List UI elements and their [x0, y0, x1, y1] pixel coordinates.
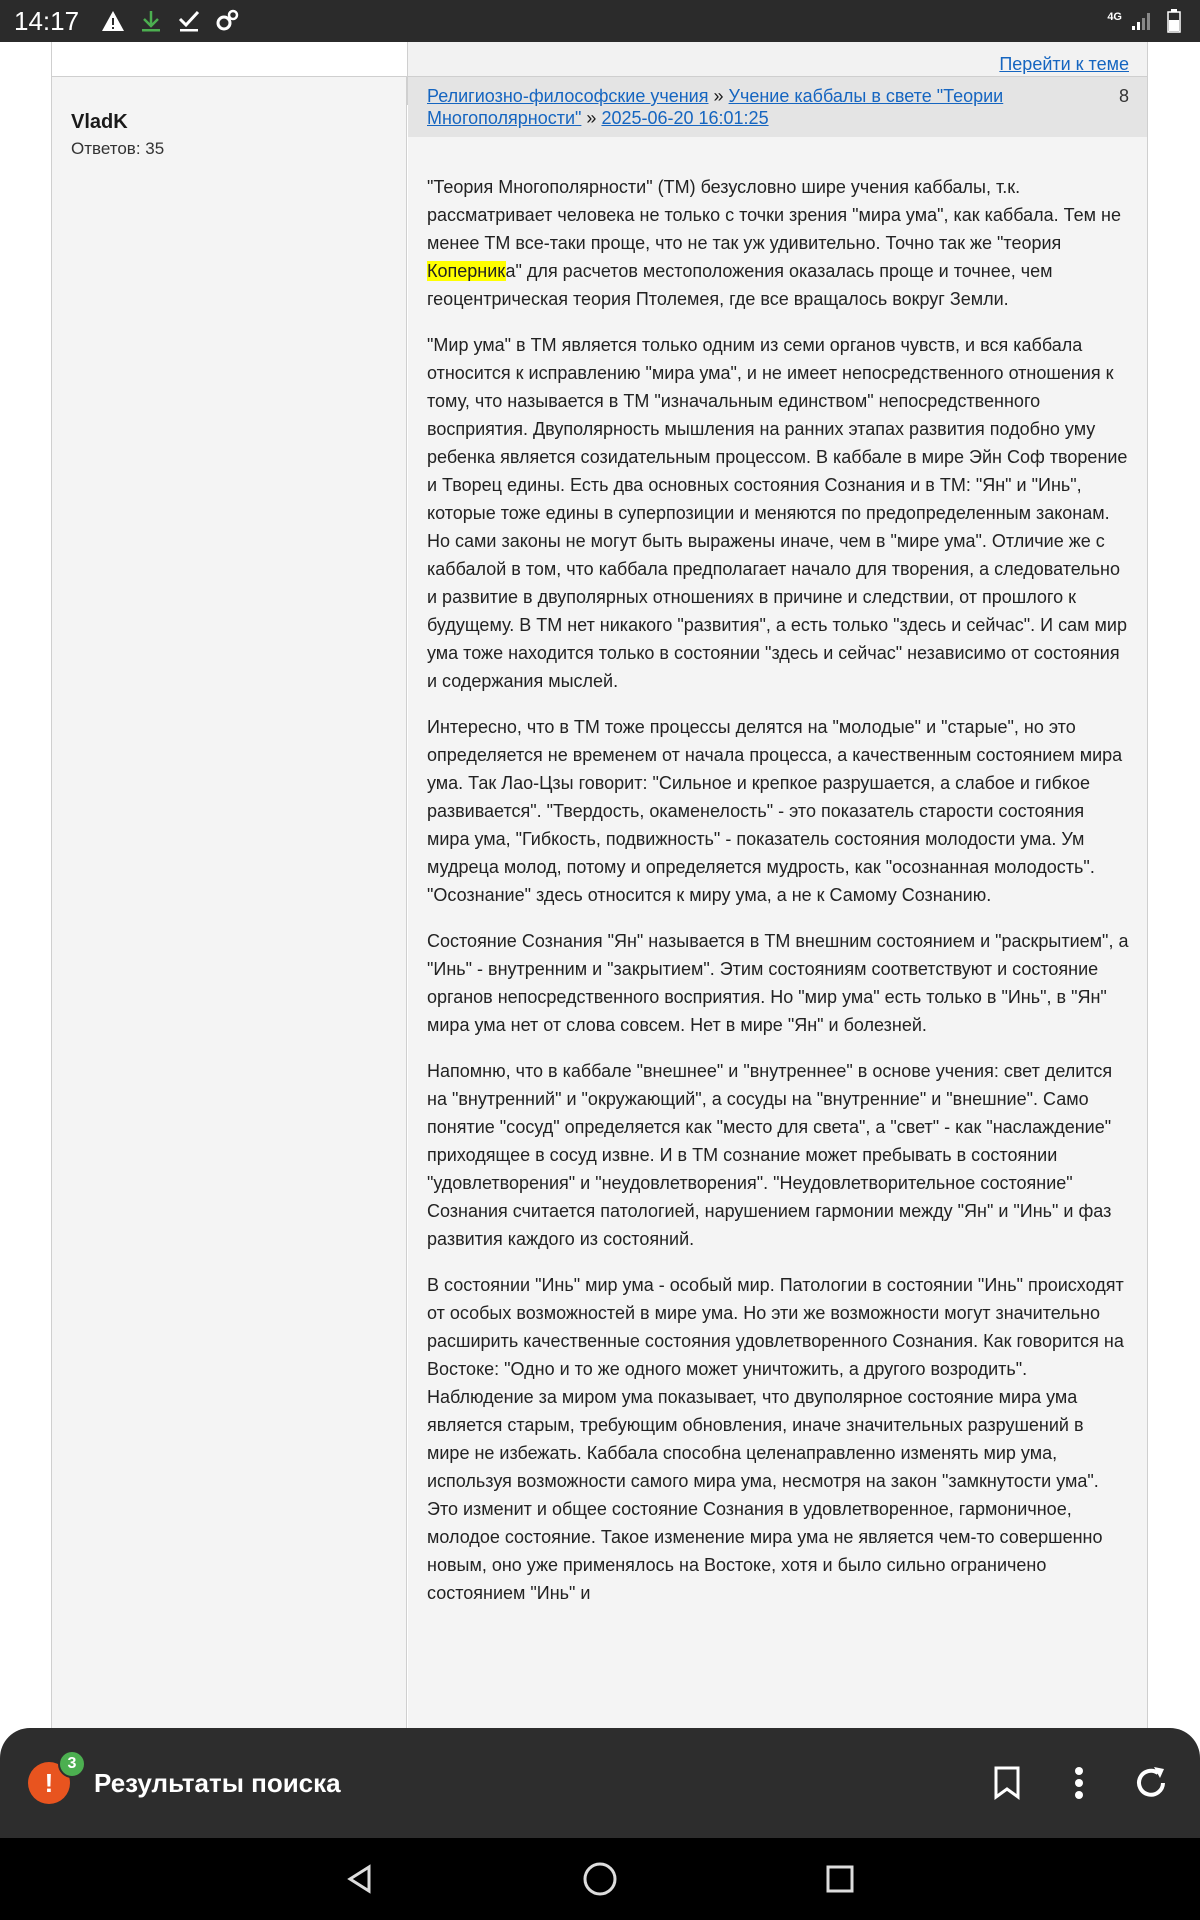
author-column [52, 77, 407, 1728]
notification-badge: 3 [58, 1750, 86, 1778]
back-icon[interactable] [339, 1858, 381, 1900]
more-vert-icon[interactable] [1058, 1762, 1100, 1804]
check-icon [177, 9, 201, 33]
web-page [0, 42, 1200, 1728]
breadcrumb-forum-link[interactable]: Религиозно-философские учения [427, 86, 709, 106]
post-paragraph: "Теория Многополярности" (ТМ) безусловно шире учения каббалы, т.к. рассматривает человека не только с точки зрения "мира ума", как каббала. Тем не менее ТМ все-таки проще, что не так уж удивительно. Точно так же "теория Коперника" для расчетов местоположения оказалась проще и точнее, чем геоцентрическая теория Птолемея, где все вращалось вокруг Земли. [427, 177, 1121, 309]
breadcrumb-separator: » [713, 86, 724, 106]
search-results-title[interactable]: Результаты поиска [94, 1767, 341, 1798]
post-paragraph: В состоянии "Инь" мир ума - особый мир. Патологии в состоянии "Инь" происходят от особых возможностей в мире ума. Но эти же возможности могут значительно расширить качественные состояния удовлетворенного Сознания. Как говорится на Востоке: "Одно и то же одного может уничтожить, а другого возродить". Наблюдение за миром ума показывает, что двуполярное состояние мира ума является старым, требующим обновления, иначе значительных разрушений в мире не избежать. Каббала способна целенаправленно изменять мир ума, используя возможности самого мира ума, несмотря на закон "замкнутости ума". Это изменит и общее состояние Сознания в удовлетворенное, гармоничное, молодое состояние. Такое изменение мира ума не является чем-то совершенно новым, оно уже применялось на Востоке, хотя и было сильно ограничено состоянием "Инь" и [427, 1275, 1124, 1603]
search-results-panel[interactable] [0, 1728, 1200, 1838]
download-icon [139, 9, 163, 33]
recents-icon[interactable] [819, 1858, 861, 1900]
post-paragraph: "Мир ума" в ТМ является только одним из семи органов чувств, и вся каббала относится к исправлению "мира ума", и не имеет непосредственного отношения к тому, что называется в ТМ "изначальным единством" непосредственного восприятия. Двуполярность мышления на ранних этапах развития подобно уму ребенка является созидательным процессом. В каббале в мире Эйн Соф творение и Творец едины. Есть два основных состояния Сознания и в ТМ: "Ян" и "Инь", которые тоже едины в суперпозиции и меняются по предопределенным законам. Но сами законы не могут быть выражены иначе, чем в "мире ума". Отличие же с каббалой в том, что каббала предполагает начало для творения, а следовательно и развитие в двуполярных отношениях в причине и следствии, от прошлого к будущему. В ТМ нет никакого "развития", а есть только "здесь и сейчас". И сам мир ума тоже находится только в состоянии "здесь и сейчас" независимо от состояния и содержания мыслей. [427, 335, 1128, 691]
post-body [427, 173, 1129, 1625]
warning-icon [101, 9, 125, 33]
goto-topic-link[interactable]: Перейти к теме [999, 54, 1129, 74]
post-paragraph: Состояние Сознания "Ян" называется в ТМ внешним состоянием и "раскрытием", а "Инь" - внутренним и "закрытием". Этим состояниям соответствуют и состояние органов непосредственного восприятия. Но "мир ума" есть только в "Инь", в "Ян" мира ума нет от слова совсем. Нет в мире "Ян" и болезней. [427, 931, 1129, 1035]
post-number: 8 [1118, 86, 1129, 106]
battery-icon [1162, 9, 1186, 33]
author-name[interactable]: VladK [71, 111, 128, 133]
breadcrumb-topic-link[interactable]: Учение каббалы в свете "Теории Многополярности" [427, 86, 1004, 128]
home-icon[interactable] [579, 1858, 621, 1900]
system-nav-bar [0, 1838, 1200, 1920]
post-paragraph: Интересно, что в ТМ тоже процессы делятся на "молодые" и "старые", но это определяется не временем от начала процесса, а качественным состоянием мира ума. Так Лао-Цзы говорит: "Сильное и крепкое разрушается, а слабое и гибкое развивается". "Твердость, окаменелость" - это показатель старости состояния мира ума, "Гибкость, подвижность" - показатель состояния молодости ума. Ум мудреца молод, потому и определяется мудрость, как "осознанная молодость". "Осознание" здесь относится к миру ума, а не к Самому Сознанию. [427, 717, 1123, 905]
post-content [408, 77, 1147, 1728]
breadcrumb-separator: » [586, 108, 597, 128]
author-replies: Ответов: 35 [71, 139, 165, 158]
bookmark-icon[interactable] [986, 1762, 1028, 1804]
gears-icon [215, 9, 239, 33]
signal-icon [1130, 9, 1154, 33]
network-type: 4G [1107, 11, 1122, 23]
status-bar [0, 0, 1200, 42]
search-highlight: Коперник [427, 261, 506, 281]
refresh-icon[interactable] [1130, 1762, 1172, 1804]
status-time: 14:17 [14, 5, 80, 36]
post-header [408, 77, 1147, 137]
exclamation-icon[interactable]: ! 3 [28, 1762, 70, 1804]
post-paragraph: Напомню, что в каббале "внешнее" и "внутреннее" в основе учения: свет делится на "внутренний" и "окружающий", а сосуды на "внутренние" и "внешние". Само понятие "сосуд" определяется как "место для света", а "свет" - как "наслаждение" приходящее в сосуд извне. И в ТМ сознание может пребывать в состоянии "удовлетворения" и "неудовлетворения". "Неудовлетворительное состояние" Сознания считается патологией, нарушением гармонии между "Ян" и "Инь" и фаз развития каждого из состояний. [427, 1061, 1113, 1249]
post-timestamp-link[interactable]: 2025-06-20 16:01:25 [601, 108, 769, 128]
forum-post [51, 76, 1148, 1728]
